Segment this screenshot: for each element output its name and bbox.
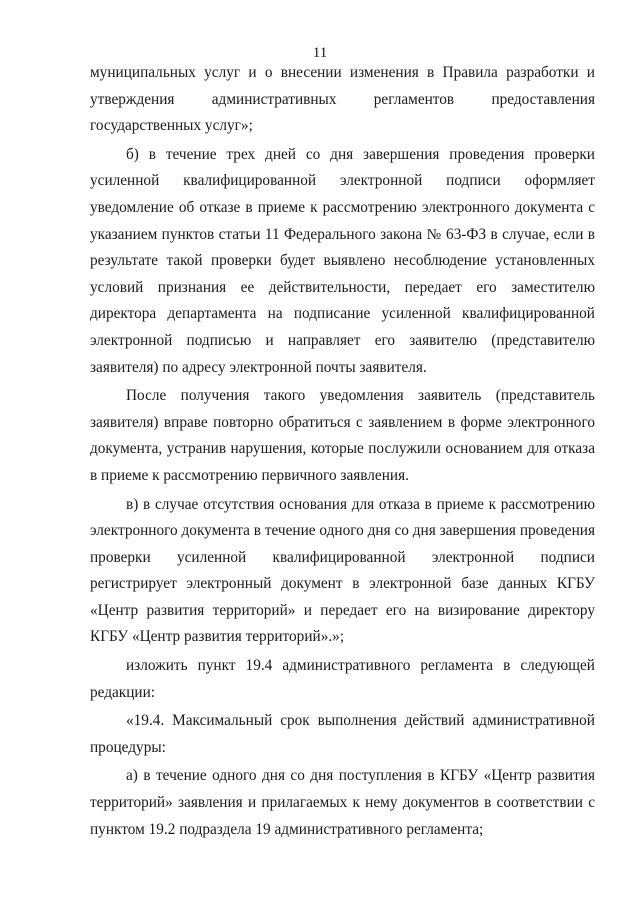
page-number: 11 xyxy=(312,45,328,61)
paragraph-amendment-19-4: изложить пункт 19.4 административного регламента в следующей редакции: xyxy=(90,657,595,701)
document-body xyxy=(90,60,595,843)
paragraph-continuation: муниципальных услуг и о внесении изменения в Правила разработки и утверждения административных регламентов предоставления государственных услуг»; xyxy=(90,64,595,135)
paragraph-item-v: в) в случае отсутствия основания для отказа в приеме к рассмотрению электронного документа в течение одного дня со дня завершения проведения проверки усиленной квалифицированной электронной подписи регистрирует электронный документ в электронной базе данных КГБУ «Центр развития территорий» и передает его на визирование директору КГБУ «Центр развития территорий».»; xyxy=(90,495,595,646)
paragraph-item-a: а) в течение одного дня со дня поступления в КГБУ «Центр развития территорий» заявления и прилагаемых к нему документов в соответствии с пунктом 19.2 подраздела 19 административного регламента; xyxy=(90,767,595,838)
paragraph-after-notice: После получения такого уведомления заявитель (представитель заявителя) вправе повторно обратиться с заявлением в форме электронного документа, устранив нарушения, которые послужили основанием для отказа в приеме к рассмотрению первичного заявления. xyxy=(90,387,595,484)
paragraph-19-4-heading: «19.4. Максимальный срок выполнения действий административной процедуры: xyxy=(90,712,595,756)
paragraph-item-b: б) в течение трех дней со дня завершения проведения проверки усиленной квалифицированной электронной подписи оформляет уведомление об отказе в приеме к рассмотрению электронного документа с указанием пунктов статьи 11 Федерального закона № 63-ФЗ в случае, если в результате такой проверки будет выявлено несоблюдение установленных условий признания ее действительности, передает его заместителю директора департамента на подписание усиленной квалифицированной электронной подписью и направляет его заявителю (представителю заявителя) по адресу электронной почты заявителя. xyxy=(90,145,595,376)
